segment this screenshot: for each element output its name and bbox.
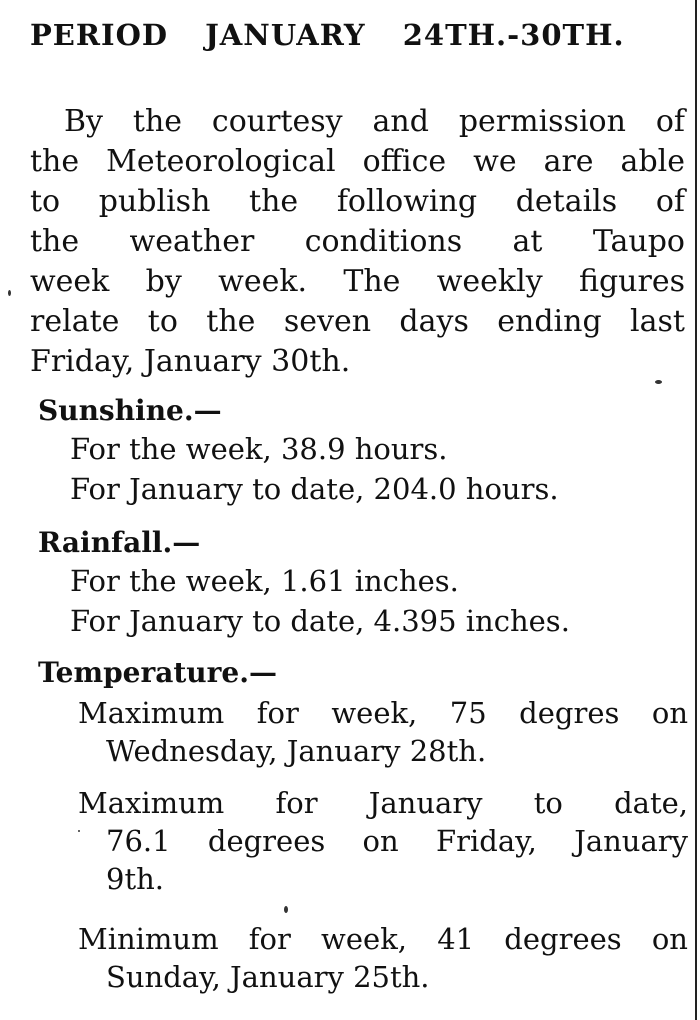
max-month-line: Maximum for January to date,: [78, 786, 688, 820]
intro-line: Friday, January 30th.: [30, 344, 351, 379]
print-speck: [8, 290, 11, 296]
max-week-line: Maximum for week, 75 degres on: [78, 696, 688, 730]
intro-line: week by week. The weekly figures: [30, 264, 685, 299]
print-speck: [78, 830, 80, 832]
min-week-line: Minimum for week, 41 degrees on: [78, 922, 688, 956]
sunshine-month: For January to date, 204.0 hours.: [70, 472, 559, 506]
max-month-line: 76.1 degrees on Friday, January: [106, 824, 688, 858]
intro-line: to publish the following details of: [30, 184, 685, 219]
rainfall-title: Rainfall.—: [38, 526, 201, 559]
print-speck: [284, 906, 288, 913]
intro-line: relate to the seven days ending last: [30, 304, 685, 339]
sunshine-title: Sunshine.—: [38, 394, 222, 427]
max-week-line: Wednesday, January 28th.: [106, 734, 487, 768]
intro-line: By the courtesy and permission of: [64, 104, 685, 139]
sunshine-week: For the week, 38.9 hours.: [70, 432, 448, 466]
intro-paragraph: [30, 102, 685, 382]
rainfall-month: For January to date, 4.395 inches.: [70, 604, 570, 638]
max-week-entry: [78, 694, 688, 770]
print-speck: [655, 380, 662, 384]
temperature-title: Temperature.—: [38, 656, 277, 689]
min-week-entry: [78, 920, 688, 996]
intro-line: the weather conditions at Taupo: [30, 224, 685, 259]
article-heading: PERIOD JANUARY 24TH.-30TH.: [30, 18, 625, 52]
min-week-line: Sunday, January 25th.: [106, 960, 430, 994]
rainfall-week: For the week, 1.61 inches.: [70, 564, 459, 598]
intro-line: the Meteorological office we are able: [30, 144, 685, 179]
column-rule: [695, 0, 697, 1020]
max-month-line: 9th.: [106, 862, 164, 896]
max-month-entry: [78, 784, 688, 898]
